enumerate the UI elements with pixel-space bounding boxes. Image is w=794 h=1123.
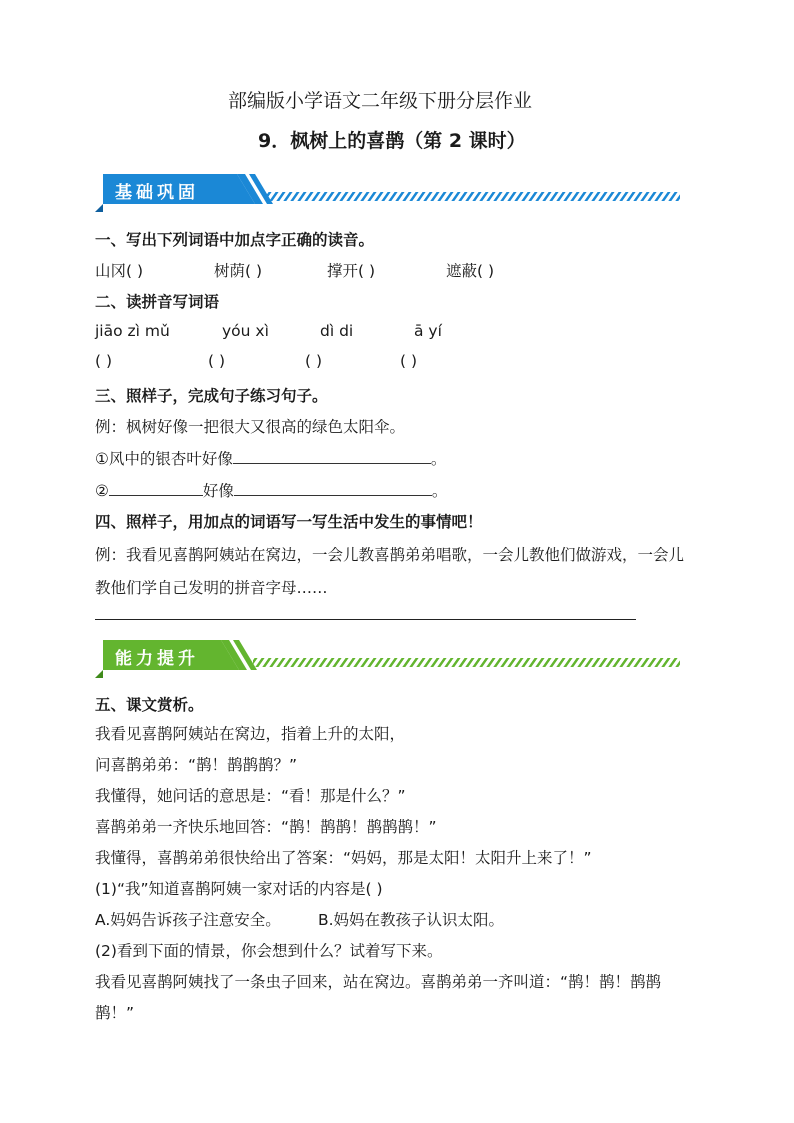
q5-option-b[interactable]: B.妈妈在教孩子认识太阳。 [318,911,505,929]
section-banner-ability [95,636,680,682]
q2-bracket-2[interactable]: ( ) [208,352,226,370]
q2-pinyin-4: ā yí [414,322,442,340]
q3-sentence-2 [95,479,447,501]
q5-line-5: 我懂得，喜鹊弟弟很快给出了答案：“妈妈，那是太阳！太阳升上来了！” [95,849,592,867]
q5-sub-question-1: (1)“我”知道喜鹊阿姨一家对话的内容是( ) [95,880,383,898]
banner-basic-label: 基础巩固 [115,183,199,203]
q2-bracket-1[interactable]: ( ) [95,352,113,370]
q3-s2-blank-2[interactable] [234,481,432,496]
q4-answer-line[interactable] [95,619,636,620]
q2-bracket-4[interactable]: ( ) [400,352,418,370]
q5-heading: 五、课文赏析。 [95,696,204,714]
q1-item-4: 遮蔽( ) [446,262,495,280]
q5-option-a[interactable]: A.妈妈告诉孩子注意安全。 [95,911,281,929]
q3-s2-prefix: ② [95,482,109,500]
q4-example-line-1: 例：我看见喜鹊阿姨站在窝边，一会儿教喜鹊弟弟唱歌，一会儿教他们做游戏，一会儿 [95,546,685,564]
q3-s2-suffix: 。 [431,482,448,500]
q1-heading: 一、写出下列词语中加点字正确的读音。 [95,231,375,249]
q4-heading: 四、照样子，用加点的词语写一写生活中发生的事情吧！ [95,513,483,531]
q5-sub-question-2: (2)看到下面的情景，你会想到什么？试着写下来。 [95,942,443,960]
section-banner-basic [95,170,680,216]
q1-item-1: 山冈( ) [95,262,144,280]
q3-heading: 三、照样子，完成句子练习句子。 [95,387,328,405]
q3-s1-blank[interactable] [233,449,431,464]
page-title: 部编版小学语文二年级下册分层作业 [228,90,533,112]
q5-scene-line-1: 我看见喜鹊阿姨找了一条虫子回来，站在窝边。喜鹊弟弟一齐叫道：“鹊！鹊！鹊鹊 [95,973,662,991]
q2-pinyin-1: jiāo zì mǔ [95,322,170,340]
q1-item-2: 树荫( ) [214,262,263,280]
q3-s2-blank-1[interactable] [109,481,203,496]
q2-pinyin-3: dì di [320,322,354,340]
q3-example: 例：枫树好像一把很大又很高的绿色太阳伞。 [95,418,406,436]
q1-item-3: 撑开( ) [327,262,376,280]
q2-bracket-3[interactable]: ( ) [305,352,323,370]
q5-line-1: 我看见喜鹊阿姨站在窝边，指着上升的太阳， [95,725,406,743]
q4-example-line-2: 教他们学自己发明的拼音字母…… [95,579,328,597]
q5-line-4: 喜鹊弟弟一齐快乐地回答：“鹊！鹊鹊！鹊鹊鹊！” [95,818,437,836]
q5-line-3: 我懂得，她问话的意思是：“看！那是什么？” [95,787,406,805]
q3-s1-prefix: ①风中的银杏叶好像 [95,450,233,468]
q5-scene-line-2: 鹊！” [95,1004,135,1022]
q3-s2-mid: 好像 [202,482,234,500]
q5-line-2: 问喜鹊弟弟：“鹊！鹊鹊鹊？” [95,756,298,774]
q3-s1-suffix: 。 [430,450,447,468]
q2-heading: 二、读拼音写词语 [95,293,220,311]
lesson-title: 9．枫树上的喜鹊（第 2 课时） [258,130,526,152]
q3-sentence-1 [95,447,446,469]
q2-pinyin-2: yóu xì [222,322,269,340]
banner-ability-label: 能力提升 [115,649,199,669]
